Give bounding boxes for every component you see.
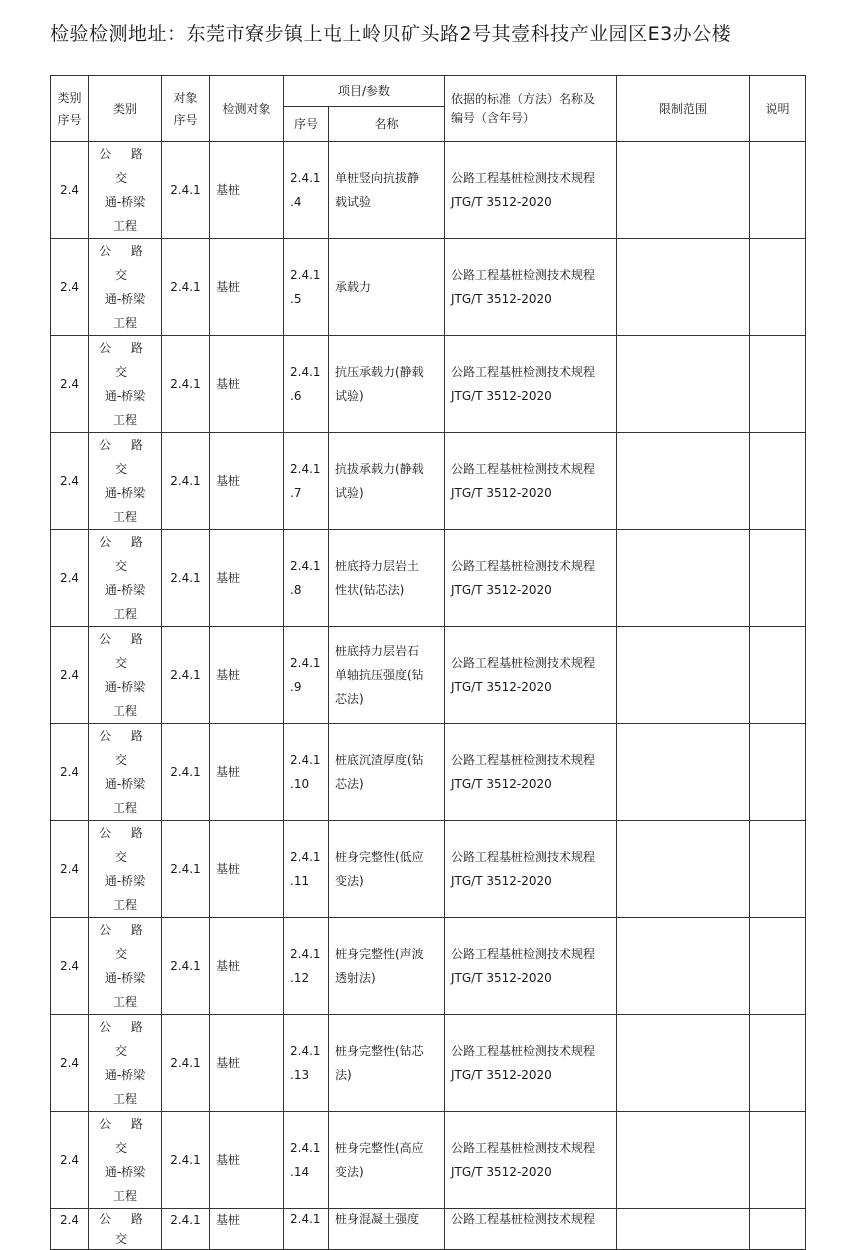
cell-object-seq: 2.4.1 [162,627,210,724]
cell-item-name-line: 透射法) [335,971,376,985]
header-seq: 序号 [284,107,329,142]
header-note: 说明 [750,76,806,142]
cell-category-line: 公 路 交 [99,729,151,767]
cell-standard-line: 公路工程基桩检测技术规程 [451,462,596,476]
cell-category-line: 通-桥梁 [104,583,146,597]
cell-item-name [329,142,445,239]
cell-standard-line: JTG/T 3512-2020 [451,971,552,985]
cell-object-seq: 2.4.1 [162,724,210,821]
table-row [51,142,806,239]
cell-standard [445,530,617,627]
inspection-scope-table [50,75,806,1250]
cell-object-seq: 2.4.1 [162,433,210,530]
cell-category [89,142,162,239]
cell-standard-line: JTG/T 3512-2020 [451,1165,552,1179]
cell-object-seq: 2.4.1 [162,821,210,918]
header-limit: 限制范围 [617,76,750,142]
header-object: 检测对象 [210,76,284,142]
cell-item-name [329,1015,445,1112]
cell-object: 基桩 [210,239,284,336]
cell-note [750,336,806,433]
cell-note [750,627,806,724]
cell-item-seq [284,142,329,239]
cell-category [89,821,162,918]
cell-item-seq-line: .5 [290,292,302,306]
cell-standard-line: 公路工程基桩检测技术规程 [451,656,596,670]
cell-category-seq: 2.4 [51,627,89,724]
cell-category-line: 工程 [112,1092,137,1106]
cell-item-name-line: 变法) [335,874,364,888]
cell-object-seq: 2.4.1 [162,530,210,627]
cell-object: 基桩 [210,433,284,530]
cell-standard-line: 公路工程基桩检测技术规程 [451,753,596,767]
cell-item-seq-line: 2.4.1 [290,1212,321,1226]
cell-item-name [329,336,445,433]
cell-category-seq: 2.4 [51,433,89,530]
cell-standard [445,821,617,918]
table-row [51,530,806,627]
cell-category-line: 工程 [112,704,137,718]
cell-object-seq: 2.4.1 [162,336,210,433]
cell-item-seq [284,918,329,1015]
table-row [51,918,806,1015]
cell-category-seq: 2.4 [51,1015,89,1112]
cell-item-name-line: 载试验 [335,195,372,209]
cell-category-seq: 2.4 [51,1112,89,1209]
cell-item-seq-line: 2.4.1 [290,462,321,476]
cell-item-name-line: 桩身完整性(高应 [335,1141,424,1155]
cell-category-line: 工程 [112,995,137,1009]
cell-standard [445,1209,617,1250]
cell-standard [445,1112,617,1209]
cell-standard [445,724,617,821]
cell-item-name-line: 试验) [335,389,364,403]
cell-item-seq-line: 2.4.1 [290,850,321,864]
cell-item-name-line: 变法) [335,1165,364,1179]
cell-category-line: 公 路 交 [99,244,151,282]
cell-item-seq-line: 2.4.1 [290,656,321,670]
table-row [51,336,806,433]
cell-category-line: 工程 [112,219,137,233]
cell-item-name [329,239,445,336]
cell-limit [617,530,750,627]
table-row [51,433,806,530]
cell-item-name-line: 芯法) [335,777,364,791]
page-title: 检验检测地址：东莞市寮步镇上屯上岭贝矿头路2号其壹科技产业园区E3办公楼 [50,23,732,45]
cell-limit [617,239,750,336]
cell-category-line: 通-桥梁 [104,680,146,694]
cell-category-line: 工程 [112,1189,137,1203]
cell-note [750,142,806,239]
cell-standard-line: 公路工程基桩检测技术规程 [451,850,596,864]
cell-item-seq [284,530,329,627]
cell-category-seq: 2.4 [51,724,89,821]
cell-item-seq [284,724,329,821]
cell-standard-line: JTG/T 3512-2020 [451,1068,552,1082]
cell-category-line: 工程 [112,413,137,427]
cell-category-line: 通-桥梁 [104,195,146,209]
cell-standard-line: JTG/T 3512-2020 [451,874,552,888]
table-header-row [51,76,806,107]
cell-item-name-line: 桩身完整性(声波 [335,947,424,961]
cell-note [750,724,806,821]
cell-category-line: 通-桥梁 [104,389,146,403]
header-standard: 依据的标准（方法）名称及 编号（含年号） [445,76,617,142]
cell-item-name-line: 桩身完整性(低应 [335,850,424,864]
cell-standard [445,918,617,1015]
cell-item-seq-line: 2.4.1 [290,1044,321,1058]
cell-category-seq: 2.4 [51,239,89,336]
cell-category-line: 通-桥梁 [104,292,146,306]
cell-category [89,1112,162,1209]
cell-object: 基桩 [210,821,284,918]
table-row [51,1209,806,1250]
cell-category [89,724,162,821]
cell-limit [617,433,750,530]
cell-object: 基桩 [210,1015,284,1112]
cell-item-seq [284,433,329,530]
cell-item-seq-line: .10 [290,777,310,791]
cell-standard [445,627,617,724]
cell-item-seq-line: .14 [290,1165,310,1179]
cell-category-line: 通-桥梁 [104,1165,146,1179]
cell-object: 基桩 [210,627,284,724]
cell-item-seq-line: 2.4.1 [290,365,321,379]
cell-item-name [329,918,445,1015]
cell-item-seq [284,336,329,433]
cell-category-line: 工程 [112,316,137,330]
cell-object: 基桩 [210,142,284,239]
cell-item-name [329,530,445,627]
cell-note [750,1209,806,1250]
cell-item-name-line: 芯法) [335,692,364,706]
cell-object: 基桩 [210,530,284,627]
cell-category [89,336,162,433]
header-object-seq: 对象 序号 [162,76,210,142]
cell-item-seq-line: 2.4.1 [290,268,321,282]
cell-object-seq: 2.4.1 [162,1209,210,1250]
cell-standard-line: JTG/T 3512-2020 [451,292,552,306]
cell-limit [617,1209,750,1250]
cell-category-seq: 2.4 [51,530,89,627]
cell-limit [617,724,750,821]
header-item-param: 项目/参数 [284,76,445,107]
cell-item-seq [284,1015,329,1112]
cell-item-name-line: 单桩竖向抗拔静 [335,171,420,185]
cell-category-line: 通-桥梁 [104,777,146,791]
table-row [51,1112,806,1209]
cell-note [750,1112,806,1209]
cell-category [89,239,162,336]
cell-item-seq [284,821,329,918]
cell-category-line: 公 路 交 [99,1117,151,1155]
cell-standard-line: 公路工程基桩检测技术规程 [451,171,596,185]
cell-item-seq-line: .9 [290,680,302,694]
cell-category-line: 工程 [112,898,137,912]
cell-item-name-line: 抗压承载力(静载 [335,365,424,379]
cell-limit [617,821,750,918]
cell-standard-line: 公路工程基桩检测技术规程 [451,1141,596,1155]
cell-standard-line: 公路工程基桩检测技术规程 [451,268,596,282]
cell-category-line: 通-桥梁 [104,486,146,500]
cell-note [750,918,806,1015]
cell-standard-line: 公路工程基桩检测技术规程 [451,559,596,573]
cell-item-name-line: 桩底沉渣厚度(钻 [335,753,424,767]
cell-standard-line: JTG/T 3512-2020 [451,680,552,694]
cell-category-line: 通-桥梁 [104,971,146,985]
header-name: 名称 [329,107,445,142]
cell-item-seq-line: 2.4.1 [290,171,321,185]
cell-item-seq-line: 2.4.1 [290,1141,321,1155]
table-row [51,239,806,336]
cell-category-seq: 2.4 [51,821,89,918]
cell-standard [445,336,617,433]
cell-item-seq-line: 2.4.1 [290,947,321,961]
cell-category-line: 通-桥梁 [104,874,146,888]
cell-item-name [329,821,445,918]
cell-category [89,627,162,724]
cell-category-line: 公 路 交 [99,341,151,379]
cell-item-name-line: 性状(钻芯法) [335,583,405,597]
cell-object: 基桩 [210,336,284,433]
cell-standard-line: JTG/T 3512-2020 [451,486,552,500]
cell-item-name-line: 单轴抗压强度(钻 [335,668,424,682]
cell-item-name [329,1209,445,1250]
cell-note [750,1015,806,1112]
cell-item-seq [284,627,329,724]
cell-item-name [329,433,445,530]
cell-category [89,433,162,530]
cell-note [750,239,806,336]
cell-object-seq: 2.4.1 [162,239,210,336]
cell-standard-line: JTG/T 3512-2020 [451,195,552,209]
header-category: 类别 [89,76,162,142]
cell-standard-line: JTG/T 3512-2020 [451,583,552,597]
cell-item-seq-line: .12 [290,971,310,985]
cell-note [750,433,806,530]
cell-category-line: 工程 [112,510,137,524]
cell-object-seq: 2.4.1 [162,1112,210,1209]
cell-object: 基桩 [210,724,284,821]
cell-item-name [329,627,445,724]
cell-category-line: 公 路 交 [99,1020,151,1058]
cell-limit [617,142,750,239]
cell-item-name [329,1112,445,1209]
cell-note [750,821,806,918]
cell-item-seq-line: .13 [290,1068,310,1082]
cell-category-line: 工程 [112,801,137,815]
cell-object-seq: 2.4.1 [162,142,210,239]
cell-object: 基桩 [210,1209,284,1250]
cell-standard [445,433,617,530]
cell-category-line: 公 路 交 [99,923,151,961]
table-row [51,724,806,821]
cell-standard-line: 公路工程基桩检测技术规程 [451,1044,596,1058]
cell-item-seq-line: .8 [290,583,302,597]
cell-item-name-line: 桩底持力层岩土 [335,559,420,573]
cell-category-line: 工程 [112,607,137,621]
cell-limit [617,1015,750,1112]
header-category-seq: 类别 序号 [51,76,89,142]
cell-item-name-line: 桩身混凝土强度 [335,1212,420,1226]
cell-item-name-line: 桩底持力层岩石 [335,644,420,658]
cell-limit [617,627,750,724]
cell-category-seq: 2.4 [51,1209,89,1250]
cell-category-seq: 2.4 [51,336,89,433]
cell-object: 基桩 [210,1112,284,1209]
cell-item-seq-line: 2.4.1 [290,559,321,573]
cell-category-line: 通-桥梁 [104,1068,146,1082]
cell-standard-line: JTG/T 3512-2020 [451,777,552,791]
cell-object-seq: 2.4.1 [162,918,210,1015]
cell-category [89,1209,162,1250]
cell-limit [617,918,750,1015]
cell-item-seq [284,239,329,336]
table-row [51,821,806,918]
cell-standard [445,1015,617,1112]
cell-category-line: 公 路 交 [99,147,151,185]
cell-item-seq-line: .7 [290,486,302,500]
table-row [51,1015,806,1112]
cell-item-seq-line: .11 [290,874,310,888]
cell-note [750,530,806,627]
cell-object: 基桩 [210,918,284,1015]
cell-category [89,918,162,1015]
cell-item-name-line: 抗拔承载力(静载 [335,462,424,476]
cell-category [89,530,162,627]
cell-item-seq [284,1112,329,1209]
cell-limit [617,336,750,433]
cell-standard-line: 公路工程基桩检测技术规程 [451,1212,596,1226]
cell-category-line: 公 路 交 [99,826,151,864]
cell-category-line: 公 路 交 [99,535,151,573]
cell-category-line: 公 路 交 [99,632,151,670]
cell-item-name-line: 承载力 [335,280,372,294]
cell-item-name-line: 桩身完整性(钻芯 [335,1044,424,1058]
cell-standard [445,142,617,239]
cell-item-seq-line: 2.4.1 [290,753,321,767]
cell-item-seq-line: .6 [290,389,302,403]
cell-limit [617,1112,750,1209]
cell-category-line: 公 路 交 [99,1212,151,1246]
cell-item-name [329,724,445,821]
cell-object-seq: 2.4.1 [162,1015,210,1112]
cell-standard-line: 公路工程基桩检测技术规程 [451,947,596,961]
cell-category-line: 公 路 交 [99,438,151,476]
cell-standard-line: JTG/T 3512-2020 [451,389,552,403]
cell-item-name-line: 试验) [335,486,364,500]
cell-category-seq: 2.4 [51,918,89,1015]
cell-item-name-line: 法) [335,1068,352,1082]
table-row [51,627,806,724]
cell-standard-line: 公路工程基桩检测技术规程 [451,365,596,379]
cell-item-seq [284,1209,329,1250]
cell-item-seq-line: .4 [290,195,302,209]
cell-standard [445,239,617,336]
cell-category-seq: 2.4 [51,142,89,239]
cell-category [89,1015,162,1112]
